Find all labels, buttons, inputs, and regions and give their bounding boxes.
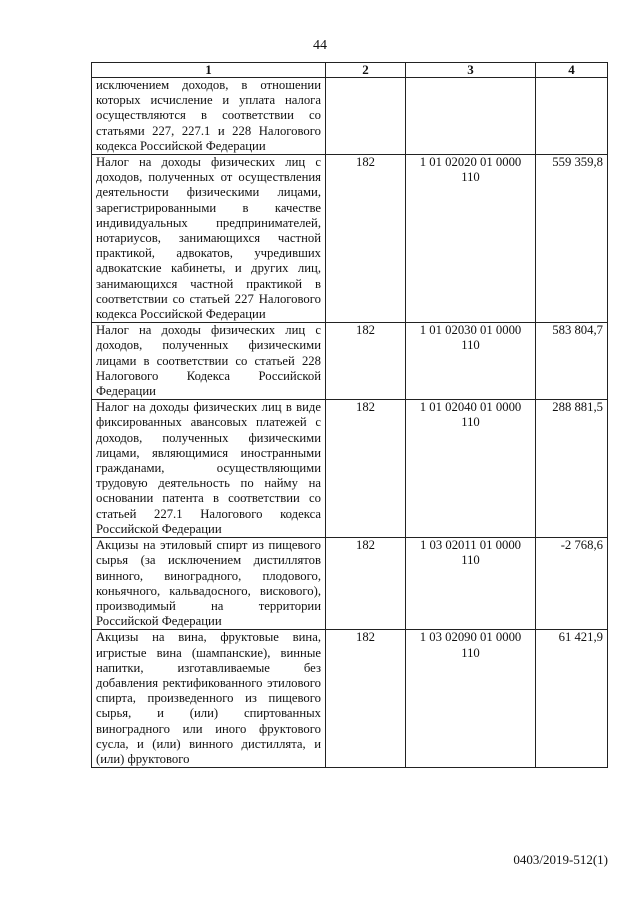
admin-code-cell: 182 — [326, 630, 406, 768]
revenue-name-cell: Налог на доходы физических лиц с доходов, полученных физическими лицами в соответствии со статьей 228 Налогового Кодекса Российской Федерации — [92, 323, 326, 400]
budget-code-cell: 1 03 02090 01 0000 110 — [406, 630, 536, 768]
admin-code-cell — [326, 78, 406, 155]
page-number: 44 — [313, 38, 327, 53]
document-reference: 0403/2019-512(1) — [513, 852, 608, 867]
budget-code-cell — [406, 78, 536, 155]
revenue-name-cell: Акцизы на вина, фруктовые вина, игристые вина (шампанские), винные напитки, изготавливаемые без добавления ректификованного этилового спирта, произведенного из пищевого сырья, и (или) спиртованных виноградного или иного фруктового сусла, и (или) винного дистиллята, и (или) фруктового — [92, 630, 326, 768]
revenue-name-cell: исключением доходов, в отношении которых исчисление и уплата налога осуществляются в соответствии со статьями 227, 227.1 и 228 Налогового кодекса Российской Федерации — [92, 78, 326, 155]
budget-code-cell: 1 01 02040 01 0000 110 — [406, 400, 536, 538]
column-header: 4 — [536, 63, 608, 78]
amount-cell: 288 881,5 — [536, 400, 608, 538]
table-row — [92, 538, 608, 630]
budget-code-cell: 1 03 02011 01 0000 110 — [406, 538, 536, 630]
table-row — [92, 630, 608, 768]
column-header: 2 — [326, 63, 406, 78]
amount-cell: 61 421,9 — [536, 630, 608, 768]
table-row — [92, 323, 608, 400]
revenue-name-cell: Акцизы на этиловый спирт из пищевого сырья (за исключением дистиллятов винного, виноградного, плодового, коньячного, кальвадосного, вискового), производимый на территории Российской Федерации — [92, 538, 326, 630]
amount-cell: 559 359,8 — [536, 155, 608, 323]
admin-code-cell: 182 — [326, 400, 406, 538]
budget-code-cell: 1 01 02020 01 0000 110 — [406, 155, 536, 323]
table-row — [92, 78, 608, 155]
amount-cell: 583 804,7 — [536, 323, 608, 400]
admin-code-cell: 182 — [326, 538, 406, 630]
table-header-row — [92, 63, 608, 78]
admin-code-cell: 182 — [326, 323, 406, 400]
revenue-name-cell: Налог на доходы физических лиц в виде фиксированных авансовых платежей с доходов, полученных физическими лицами, являющимися иностранными гражданами, осуществляющими трудовую деятельность по найму на основании патента в соответствии со статьей 227.1 Налогового кодекса Российской Федерации — [92, 400, 326, 538]
column-header: 1 — [92, 63, 326, 78]
revenue-name-cell: Налог на доходы физических лиц с доходов, полученных от осуществления деятельности физическими лицами, зарегистрированными в качестве индивидуальных предпринимателей, нотариусов, занимающихся частной практикой, адвокатов, учредивших адвокатские кабинеты, и других лиц, занимающихся частной практикой в соответствии со статьей 227 Налогового кодекса Российской Федерации — [92, 155, 326, 323]
budget-code-cell: 1 01 02030 01 0000 110 — [406, 323, 536, 400]
column-header: 3 — [406, 63, 536, 78]
admin-code-cell: 182 — [326, 155, 406, 323]
revenue-table — [91, 62, 608, 768]
amount-cell — [536, 78, 608, 155]
table-row — [92, 400, 608, 538]
amount-cell: -2 768,6 — [536, 538, 608, 630]
table-row — [92, 155, 608, 323]
